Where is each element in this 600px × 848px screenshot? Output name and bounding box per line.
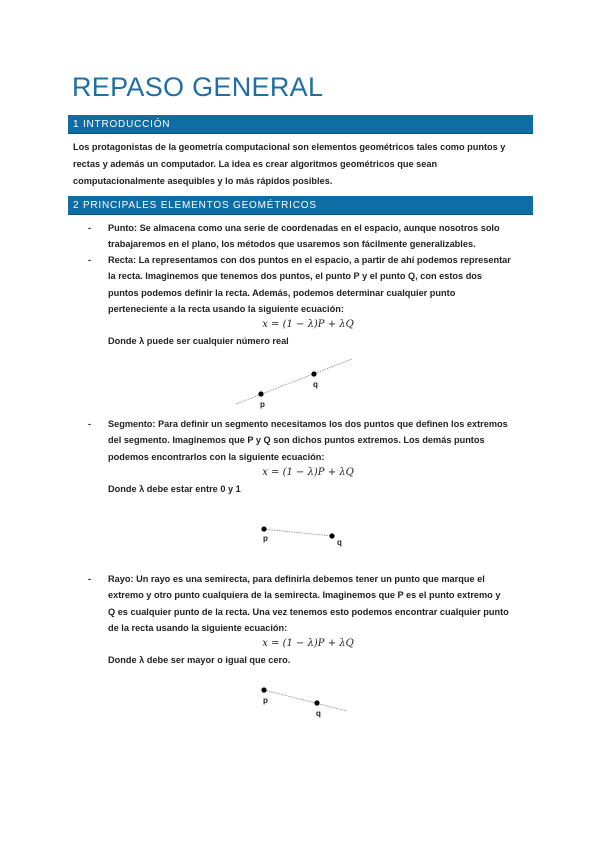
note-line: Donde λ debe estar entre 0 y 1 xyxy=(108,484,241,495)
text-line: podemos encontrarlos con la siguiente ecuación: xyxy=(108,451,325,462)
text-line: computacionalmente asequibles y lo más rápidos posibles. xyxy=(73,176,333,186)
section-heading-introduccion: 1 INTRODUCCIÓN xyxy=(68,115,533,134)
note-line: Donde λ debe ser mayor o igual que cero. xyxy=(108,655,291,666)
page-title: REPASO GENERAL xyxy=(72,72,324,102)
equation: x = (1 − λ)P + λQ xyxy=(262,638,354,650)
label-p: p xyxy=(263,534,268,543)
section-heading-elementos: 2 PRINCIPALES ELEMENTOS GEOMÉTRICOS xyxy=(68,196,533,215)
label-p: p xyxy=(260,400,265,409)
text-line: de la recta usando la siguiente ecuación: xyxy=(108,622,288,633)
bullet-dash: - xyxy=(88,419,92,429)
text-line: rectas y además un computador. La idea es crear algoritmos geométricos que sean xyxy=(73,159,438,169)
bullet-dash: - xyxy=(88,255,92,265)
text-line: Recta: La representamos con dos puntos en el espacio, a partir de ahí podemos representar xyxy=(108,255,511,265)
point-p-icon xyxy=(261,687,266,692)
label-q: q xyxy=(313,380,318,389)
label-q: q xyxy=(337,538,342,547)
label-p: p xyxy=(263,696,268,705)
text-line: trabajaremos en el plano, los métodos que usaremos son fácilmente generalizables. xyxy=(108,239,476,250)
text-line: perteneciente a la recta usando la siguiente ecuación: xyxy=(108,303,344,314)
note-line: Donde λ puede ser cualquier número real xyxy=(108,336,289,347)
bullet-dash: - xyxy=(88,223,92,233)
text-line: Los protagonistas de la geometría computacional son elementos geométricos tales como puntos y xyxy=(73,142,506,152)
text-line: puntos podemos definir la recta. Además, podemos determinar cualquier punto xyxy=(108,287,456,298)
text-line: Rayo: Un rayo es una semirecta, para definirla debemos tener un punto que marque el xyxy=(108,574,485,584)
equation: x = (1 − λ)P + λQ xyxy=(262,466,354,478)
text-line: la recta. Imaginemos que tenemos dos puntos, el punto P y el punto Q, con estos dos xyxy=(108,271,483,282)
text-line: Q es cualquier punto de la recta. Una vez tenemos esto podemos encontrar cualquier punto xyxy=(108,606,509,617)
text-line: extremo y otro punto cualquiera de la semirecta. Imaginemos que P es el punto extremo y xyxy=(108,590,501,601)
text-line: Segmento: Para definir un segmento necesitamos los dos puntos que definen los extremos xyxy=(108,419,508,429)
bullet-dash: - xyxy=(88,574,92,584)
text-line: del segmento. Imaginemos que P y Q son dichos puntos extremos. Los demás puntos xyxy=(108,435,485,446)
label-q: q xyxy=(316,709,321,718)
point-q-icon xyxy=(314,700,319,705)
text-line: Punto: Se almacena como una serie de coordenadas en el espacio, aunque nosotros solo xyxy=(108,223,500,233)
equation: x = (1 − λ)P + λQ xyxy=(262,319,354,331)
